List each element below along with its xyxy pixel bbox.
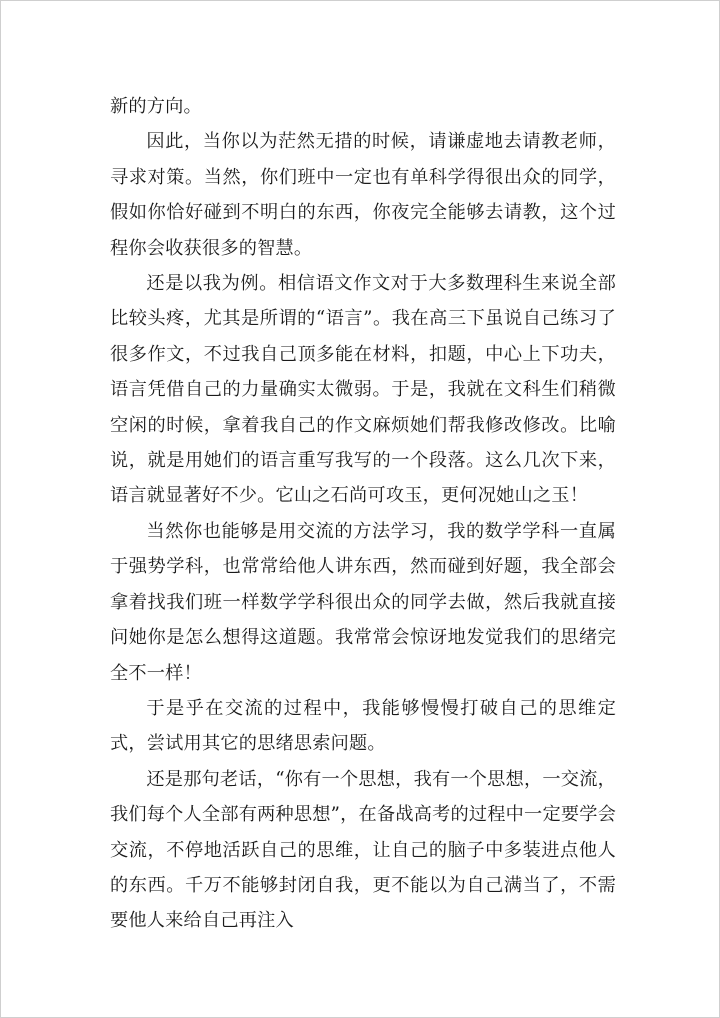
paragraph: 于是乎在交流的过程中，我能够慢慢打破自己的思维定式，尝试用其它的思绪思索问题。	[110, 697, 616, 755]
paragraph: 当然你也能够是用交流的方法学习，我的数学学科一直属于强势学科，也常常给他人讲东西，然而碰到好题，我全部会拿着找我们班一样数学学科很出众的同学去做，然后我就直接问她你是怎么想得这道题。我常常会惊讶地发觉我们的思绪完全不一样！	[110, 520, 616, 684]
paragraph: 还是那句老话，“你有一个思想，我有一个思想，一交流，我们每个人全部有两种思想”，在备战高考的过程中一定要学会交流，不停地活跃自己的思维，让自己的脑子中多装进点他人的东西。千万不能够封闭自我，更不能以为自己满当了，不需要他人来给自己再注入	[110, 768, 616, 932]
paragraph: 因此，当你以为茫然无措的时候，请谦虚地去请教老师，寻求对策。当然，你们班中一定也有单科学得很出众的同学，假如你恰好碰到不明白的东西，你夜完全能够去请教，这个过程你会收获很多的智慧。	[110, 131, 616, 259]
document-body	[110, 89, 616, 939]
paragraph: 还是以我为例。相信语文作文对于大多数理科生来说全部比较头疼，尤其是所谓的“语言”。我在高三下虽说自己练习了很多作文，不过我自己顶多能在材料，扣题，中心上下功夫，语言凭借自己的力量确实太微弱。于是，我就在文科生们稍微空闲的时候，拿着我自己的作文麻烦她们帮我修改修改。比喻说，就是用她们的语言重写我写的一个段落。这么几次下来，语言就显著好不少。它山之石尚可攻玉，更何况她山之玉！	[110, 273, 616, 507]
paragraph-continuation: 新的方向。	[110, 96, 202, 117]
